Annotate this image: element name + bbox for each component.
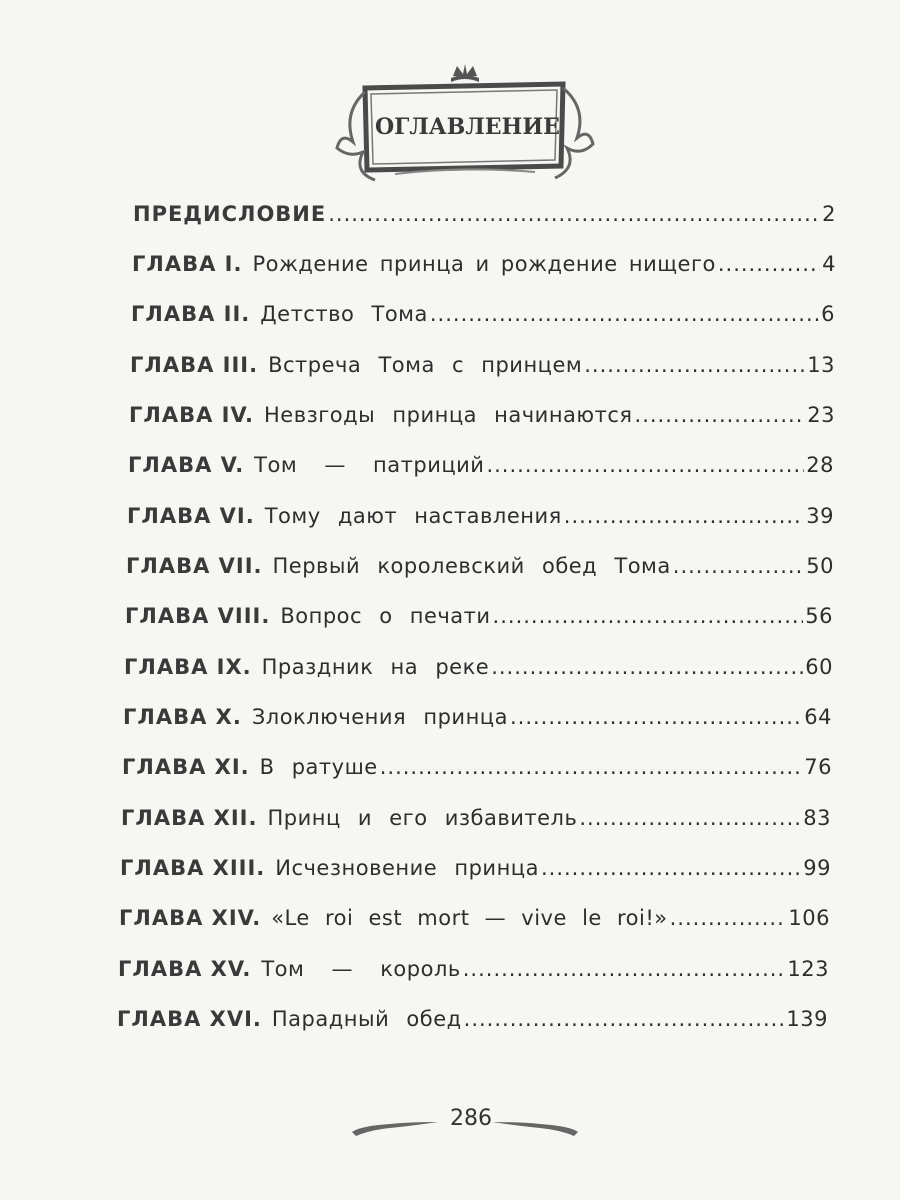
leader-dots [491,655,803,679]
page-ref: 56 [805,604,833,628]
page-ref: 2 [822,202,836,226]
chapter-title: Праздник на реке [261,655,490,679]
leader-dots [486,453,804,477]
page-ref: 60 [805,655,833,679]
chapter-label: ГЛАВА X. [123,705,242,729]
chapter-label: ГЛАВА XVI. [117,1007,262,1031]
leader-dots [584,353,805,377]
leader-dots [564,504,804,528]
leader-dots [328,202,820,226]
chapter-title: Детство Тома [260,302,428,326]
leader-dots [464,1007,785,1031]
toc-entry [117,1007,828,1047]
toc-entry [125,604,833,644]
page-ref: 50 [806,554,834,578]
page-ref: 139 [786,1007,828,1031]
chapter-label: ГЛАВА XV. [118,957,252,981]
chapter-title: Невзгоды принца начинаются [263,403,633,427]
page-ref: 23 [807,403,835,427]
page-ref: 13 [807,353,835,377]
page-ref: 106 [788,906,830,930]
chapter-label: ГЛАВА VIII. [125,604,271,628]
page-ref: 83 [803,806,831,830]
chapter-title: Парадный обед [271,1007,462,1031]
chapter-title: Том — патриций [254,453,485,477]
chapter-title: Тому дают наставления [264,504,562,528]
page-number: 286 [450,1106,492,1131]
leader-dots [579,806,801,830]
chapter-title: Том — король [261,957,461,981]
leader-dots [493,604,804,628]
page-ref: 76 [804,755,832,779]
page-ref: 28 [806,453,834,477]
toc-entry [133,202,836,242]
page-ref: 99 [803,856,831,880]
leader-dots [673,554,804,578]
chapter-title: Первый королевский обед Тома [272,554,671,578]
chapter-label: ГЛАВА I. [132,252,243,276]
toc-entry [132,252,836,292]
chapter-title: Принц и его избавитель [267,806,578,830]
leader-dots [635,403,806,427]
chapter-label: ГЛАВА IV. [129,403,254,427]
chapter-label: ГЛАВА XI. [122,755,250,779]
chapter-label: ГЛАВА IX. [124,655,252,679]
chapter-title: Встреча Тома с принцем [268,353,583,377]
toc-entry [119,906,830,946]
toc-entry [128,453,834,493]
page-ref: 39 [806,504,834,528]
chapter-title: «Le roi est mort — vive le roi!» [271,906,668,930]
page-ref: 4 [822,252,836,276]
leader-dots [718,252,820,276]
chapter-label: ГЛАВА VI. [127,504,255,528]
leader-dots [463,957,786,981]
page-title: ОГЛАВЛЕНИЕ [375,114,560,140]
chapter-label: ГЛАВА III. [130,353,259,377]
chapter-label: ГЛАВА II. [131,302,251,326]
chapter-title: Исчезновение принца [275,856,539,880]
chapter-title: Злоключения принца [251,705,508,729]
chapter-label: ГЛАВА XII. [121,806,258,830]
toc-entry [127,504,834,544]
page-ref: 123 [787,957,829,981]
leader-dots [510,705,802,729]
toc-entry [131,302,835,342]
chapter-label: ГЛАВА XIV. [119,906,262,930]
page-ref: 6 [821,302,835,326]
toc-entry [129,403,835,443]
toc-entry [124,655,833,695]
toc-entry [126,554,834,594]
leader-dots [380,755,803,779]
toc-entry [123,705,832,745]
leader-dots [430,302,819,326]
page-footer [350,1104,580,1140]
leader-dots [541,856,801,880]
chapter-label: ГЛАВА VII. [126,554,263,578]
chapter-title: Вопрос о печати [280,604,491,628]
heading-ornament [335,62,595,202]
chapter-label: ГЛАВА XIII. [120,856,266,880]
chapter-label: ПРЕДИСЛОВИЕ [133,202,327,226]
chapter-title: Рождение принца и рождение нищего [252,252,716,276]
toc-entry [121,806,831,846]
toc-entry [130,353,835,393]
toc-entry [118,957,829,997]
leader-dots [670,906,787,930]
toc-entry [122,755,832,795]
toc-entry [120,856,831,896]
chapter-title: В ратуше [259,755,378,779]
page-ref: 64 [804,705,832,729]
chapter-label: ГЛАВА V. [128,453,245,477]
